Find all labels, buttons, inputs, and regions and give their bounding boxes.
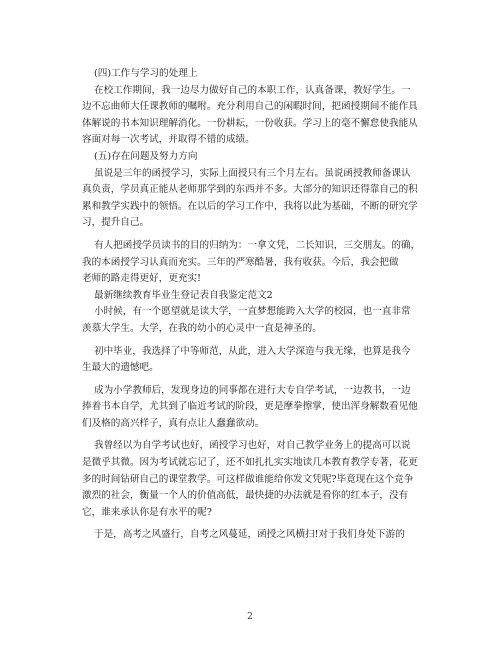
section-heading-4: (四)工作与学习的处理上 [94, 68, 198, 79]
document-title-2: 最新继续教育毕业生登记表自我鉴定范文2 [94, 289, 273, 301]
paragraph-line: 初中毕业，我选择了中等师范，从此，进入大学深造与我无缘，也算是我今 [94, 345, 411, 357]
paragraph-colleagues [82, 383, 422, 433]
paragraph-line: 于是，高考之风盛行，自考之风蔓延，函授之风横扫!对于我们身处下游的 [94, 529, 405, 541]
paragraph-line: 捧着书本自学，尤其到了临近考试的阶段，更是摩拳擦掌，使出浑身解数看见他 [82, 401, 418, 413]
paragraph-line: 虽说是三年的函授学习，实际上面授只有三个月左右。虽说函授教师备课认 [94, 167, 411, 179]
page-number: 2 [247, 612, 253, 622]
paragraph-work-study [82, 83, 422, 149]
paragraph-line: 小时候，有一个愿望就是读大学，一直梦想能跨入大学的校园，也一直非常 [94, 306, 411, 318]
paragraph-trend [82, 527, 422, 544]
paragraph-line: 累和教学实践中的领悟。在以后的学习工作中，我将以此为基础，不断的研究学 [82, 200, 418, 212]
document-body [82, 66, 422, 544]
paragraph-line: 激烈的社会，衡量一个人的价值高低，最快捷的办法就是看你的红本子，没有 [82, 490, 409, 502]
paragraph-line: 生最大的遗憾吧。 [82, 362, 159, 374]
paragraph-problems [82, 166, 422, 232]
paragraph-line: 老师的路走得更好，更充实! [82, 273, 201, 285]
section-heading-5: (五)存在问题及努力方向 [94, 150, 198, 162]
paragraph-line: 容面对每一次考试，并取得不错的成绩。 [82, 134, 255, 146]
paragraph-line: 们及格的高兴样子，真有点让人蠢蠢欲动。 [82, 417, 265, 429]
paragraph-line: 真负责，学员真正能从老师那学到的东西并不多。大部分的知识还得靠自己的积 [82, 184, 418, 196]
paragraph-graduation [82, 344, 422, 377]
paragraph-line: 羡慕大学生。大学，在我的幼小的心灵中一直是神圣的。 [82, 322, 322, 334]
paragraph-line: 在校工作期间，我一边尽力做好自己的本职工作，认真备课，教好学生。一 [94, 84, 411, 96]
paragraph-line: 体解说的书本知识理解消化。一份耕耘，一份收获。学习上的毫不懈怠使我能从 [82, 117, 418, 129]
paragraph-line: 多的时间钻研自己的课堂教学。可这样做谁能给你发文凭呢?毕竟现在这个竞争 [82, 473, 414, 485]
paragraph-self-exam [82, 438, 422, 521]
paragraph-line: 习，提升自己。 [82, 217, 150, 229]
paragraph-line: 成为小学教师后，发现身边的同事都在进行大专自学考试，一边教书，一边 [94, 384, 411, 396]
paragraph-purpose [82, 238, 422, 288]
paragraph-line: 我的本函授学习认真而充实。三年的严寒酷暑，我有收获。今后，我会把做 [82, 256, 399, 268]
paragraph-line: 是微乎其微。因为考试就忘记了，还不如扎扎实实地读几本教育教学专著，花更 [82, 457, 418, 469]
paragraph-childhood [82, 304, 422, 337]
paragraph-line: 边不忘曲师大任课教师的嘱咐。充分利用自己的闲暇时间，把函授期间不能作具 [82, 101, 418, 113]
paragraph-line: 它，谁来承认你是有水平的呢? [82, 506, 212, 518]
paragraph-line: 我曾经以为自学考试也好，函授学习也好，对自己教学业务上的提高可以说 [94, 440, 411, 452]
paragraph-line: 有人把函授学员读书的目的归纳为：一拿文凭，二长知识，三交朋友。的确， [94, 239, 421, 251]
